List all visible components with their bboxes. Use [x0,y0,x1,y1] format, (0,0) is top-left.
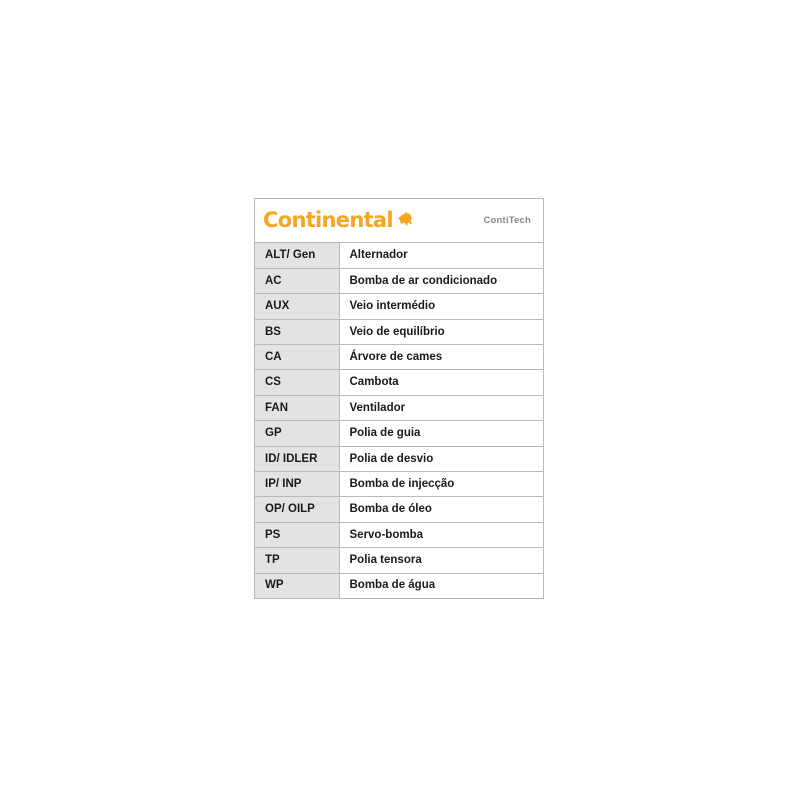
legend-code: PS [255,522,339,547]
legend-description: Servo-bomba [339,522,543,547]
legend-table-body [255,243,543,598]
table-row [255,522,543,547]
brand-logo [263,210,416,231]
legend-code: ALT/ Gen [255,243,339,268]
legend-code: FAN [255,395,339,420]
table-row [255,294,543,319]
legend-description: Bomba de óleo [339,497,543,522]
table-row [255,395,543,420]
table-row [255,319,543,344]
table-row [255,243,543,268]
legend-code: GP [255,421,339,446]
running-horse-icon [397,210,416,229]
legend-description: Bomba de ar condicionado [339,268,543,293]
table-row [255,497,543,522]
legend-code: IP/ INP [255,472,339,497]
abbreviation-legend-table [255,243,543,599]
legend-code: OP/ OILP [255,497,339,522]
legend-code: CA [255,345,339,370]
table-row [255,345,543,370]
table-row [255,548,543,573]
legend-description: Cambota [339,370,543,395]
legend-code: AC [255,268,339,293]
table-row [255,446,543,471]
legend-code: AUX [255,294,339,319]
legend-description: Polia tensora [339,548,543,573]
legend-description: Veio de equilíbrio [339,319,543,344]
sub-brand-text: ContiTech [483,215,531,226]
legend-code: BS [255,319,339,344]
legend-code: WP [255,573,339,598]
table-row [255,421,543,446]
legend-code: CS [255,370,339,395]
brand-header [255,199,543,243]
brand-name-text: Continental [263,208,393,232]
legend-description: Bomba de injecção [339,472,543,497]
legend-code: ID/ IDLER [255,446,339,471]
legend-description: Bomba de água [339,573,543,598]
legend-description: Polia de guia [339,421,543,446]
legend-code: TP [255,548,339,573]
table-row [255,472,543,497]
legend-description: Ventilador [339,395,543,420]
legend-description: Alternador [339,243,543,268]
table-row [255,573,543,598]
table-row [255,268,543,293]
continental-legend-card [254,198,544,599]
legend-description: Veio intermédio [339,294,543,319]
legend-description: Polia de desvio [339,446,543,471]
legend-description: Árvore de cames [339,345,543,370]
table-row [255,370,543,395]
